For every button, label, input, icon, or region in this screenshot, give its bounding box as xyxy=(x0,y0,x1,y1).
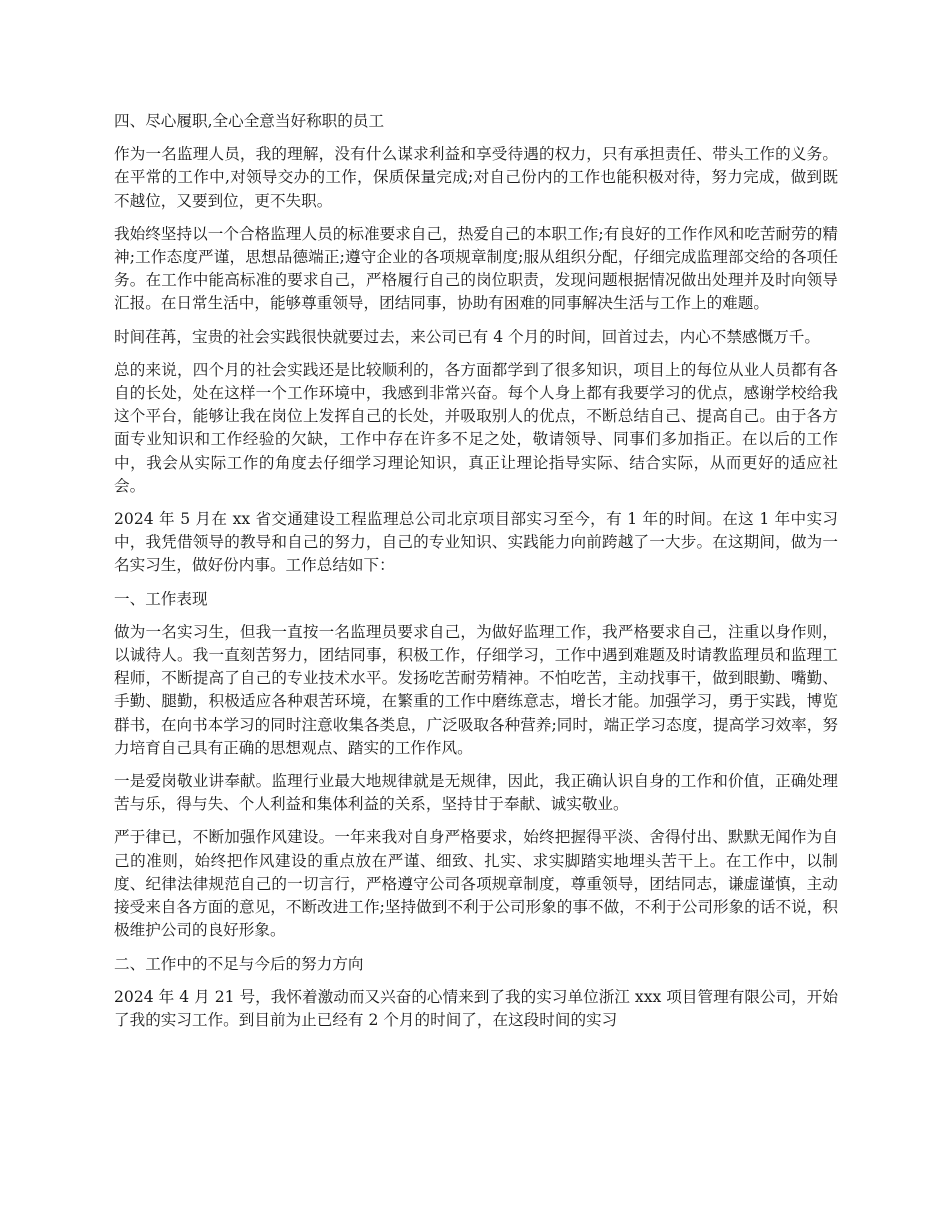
section-heading-shortcomings: 二、工作中的不足与今后的努力方向 xyxy=(114,954,364,973)
paragraph-internship-intro: 2024 年 5 月在 xx 省交通建设工程监理总公司北京项目部实习至今，有 1 年的时间。在这 1 年中实习中，我凭借领导的教导和自己的努力，自己的专业知识、实践能力向前跨越了一大步。在这期间，做为一名实习生，做好份内事。工作总结如下： xyxy=(114,510,838,575)
section-heading-work-performance: 一、工作表现 xyxy=(114,589,208,608)
paragraph-summary: 总的来说，四个月的社会实践还是比较顺利的，各方面都学到了很多知识，项目上的每位从业人员都有各自的长处，处在这样一个工作环境中，我感到非常兴奋。每个人身上都有我要学习的优点，感谢学校给我这个平台，能够让我在岗位上发挥自己的长处，并吸取别人的优点，不断总结自己、提高自己。由于各方面专业知识和工作经验的欠缺，工作中存在许多不足之处，敬请领导、同事们多加指正。在以后的工作中，我会从实际工作的角度去仔细学习理论知识，真正让理论指导实际、结合实际，从而更好的适应社会。 xyxy=(114,360,838,495)
paragraph-supervisor-duty: 作为一名监理人员，我的理解，没有什么谋求利益和享受待遇的权力，只有承担责任、带头工作的义务。在平常的工作中,对领导交办的工作，保质保量完成;对自己份内的工作也能积极对待，努力完成，做到既不越位，又要到位，更不失职。 xyxy=(114,145,838,210)
paragraph-standards: 我始终坚持以一个合格监理人员的标准要求自己，热爱自己的本职工作;有良好的工作作风和吃苦耐劳的精神;工作态度严谨，思想品德端正;遵守企业的各项规章制度;服从组织分配，仔细完成监理部交给的各项任务。在工作中能高标准的要求自己，严格履行自己的岗位职责，发现问题根据情况做出处理并及时向领导汇报。在日常生活中，能够尊重领导，团结同事，协助有困难的同事解决生活与工作上的难题。 xyxy=(114,224,838,313)
section-heading-fulfill-duty: 四、尽心履职,全心全意当好称职的员工 xyxy=(114,112,385,130)
document-page xyxy=(114,110,838,1042)
paragraph-intern-requirements: 做为一名实习生，但我一直按一名监理员要求自己，为做好监理工作，我严格要求自己，注重以身作则，以诚待人。我一直刻苦努力，团结同事，积极工作，仔细学习，工作中遇到难题及时请教监理员和监理工程师，不断提高了自己的专业技术水平。发扬吃苦耐劳精神。不怕吃苦，主动找事干，做到眼勤、嘴勤、手勤、腿勤，积极适应各种艰苦环境，在繁重的工作中磨练意志，增长才能。加强学习，勇于实践，博览群书，在向书本学习的同时注意收集各类息，广泛吸取各种营养;同时，端正学习态度，提高学习效率，努力培育自己具有正确的思想观点、踏实的工作作风。 xyxy=(114,622,838,757)
paragraph-dedication: 一是爱岗敬业讲奉献。监理行业最大地规律就是无规律，因此，我正确认识自身的工作和价值，正确处理苦与乐，得与失、个人利益和集体利益的关系，坚持甘于奉献、诚实敬业。 xyxy=(114,772,838,814)
paragraph-time-flies: 时间荏苒，宝贵的社会实践很快就要过去，来公司已有 4 个月的时间，回首过去，内心不禁感慨万千。 xyxy=(114,327,820,346)
paragraph-self-discipline: 严于律已，不断加强作风建设。一年来我对自身严格要求，始终把握得平淡、舍得付出、默默无闻作为自己的准则，始终把作风建设的重点放在严谨、细致、扎实、求实脚踏实地埋头苦干上。在工作中，以制度、纪律法律规范自己的一切言行，严格遵守公司各项规章制度，尊重领导，团结同志，谦虚谨慎，主动接受来自各方面的意见，不断改进工作;坚持做到不利于公司形象的事不做，不利于公司形象的话不说，积极维护公司的良好形象。 xyxy=(114,828,838,940)
paragraph-arrival: 2024 年 4 月 21 号，我怀着激动而又兴奋的心情来到了我的实习单位浙江 xxx 项目管理有限公司，开始了我的实习工作。到目前为止已经有 2 个月的时间了，在这段时间的实习 xyxy=(114,987,838,1029)
